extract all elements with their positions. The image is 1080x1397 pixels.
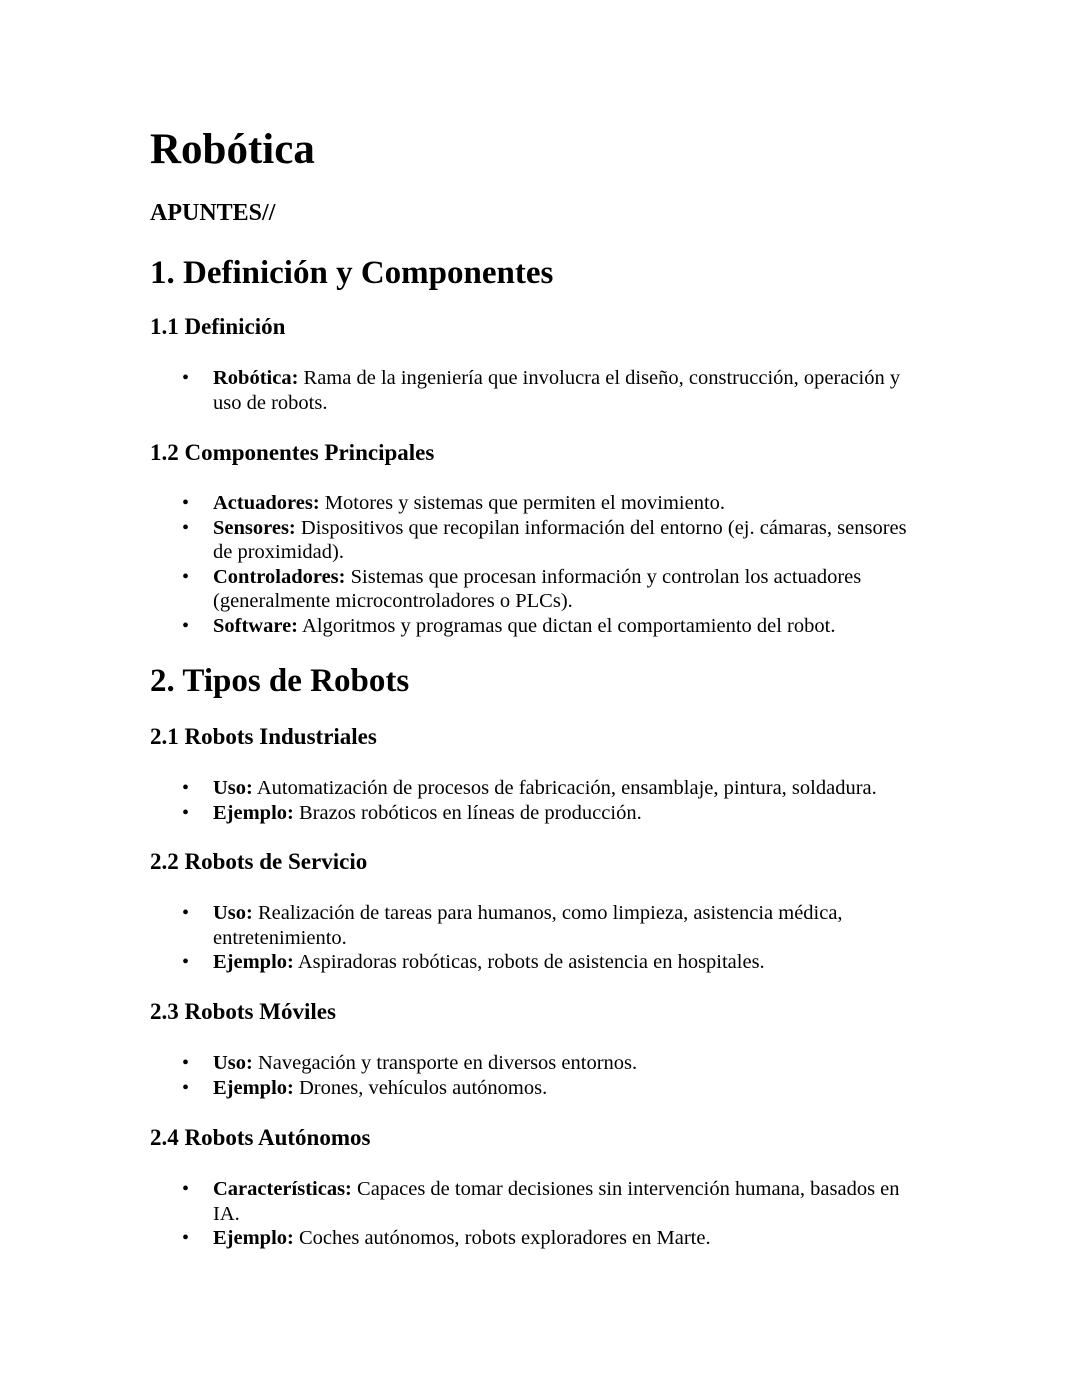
bullet-list bbox=[150, 491, 925, 638]
item-text: Motores y sistemas que permiten el movimiento. bbox=[319, 492, 726, 514]
subsection-heading: 2.3 Robots Móviles bbox=[150, 999, 336, 1024]
bullet-icon: • bbox=[182, 516, 190, 539]
item-text: Drones, vehículos autónomos. bbox=[293, 1076, 548, 1099]
bullet-icon: • bbox=[182, 902, 190, 924]
bullet-icon: • bbox=[182, 1227, 190, 1249]
item-term: Controladores: bbox=[213, 565, 346, 588]
document-title: Robótica bbox=[150, 126, 315, 173]
item-term: Ejemplo: bbox=[213, 1227, 294, 1249]
bullet-icon: • bbox=[182, 1076, 190, 1099]
section-heading: 1. Definición y Componentes bbox=[150, 255, 554, 291]
bullet-icon: • bbox=[182, 1178, 190, 1200]
bullet-icon: • bbox=[182, 565, 190, 588]
bullet-list bbox=[150, 366, 925, 415]
item-text: Capaces de tomar decisiones sin intervención humana, basados en IA. bbox=[213, 1178, 900, 1225]
item-text: Realización de tareas para humanos, como limpieza, asistencia médica, entretenimiento. bbox=[213, 902, 843, 949]
bullet-icon: • bbox=[182, 492, 190, 514]
bullet-list bbox=[150, 1051, 925, 1100]
bullet-icon: • bbox=[182, 1052, 190, 1074]
list-item bbox=[150, 1051, 925, 1076]
list-item bbox=[150, 801, 925, 826]
list-item bbox=[150, 366, 925, 415]
list-item bbox=[150, 950, 925, 975]
item-text: Coches autónomos, robots exploradores en Marte. bbox=[293, 1227, 711, 1249]
item-text: Sistemas que procesan información y controlan los actuadores (generalmente microcontroladores o PLCs). bbox=[213, 565, 862, 612]
list-item bbox=[150, 565, 925, 614]
item-text: Algoritmos y programas que dictan el comportamiento del robot. bbox=[298, 614, 836, 637]
list-item bbox=[150, 776, 925, 801]
bullet-list bbox=[150, 776, 925, 825]
item-text: Rama de la ingeniería que involucra el diseño, construcción, operación y uso de robots. bbox=[213, 367, 901, 414]
item-term: Ejemplo: bbox=[213, 1076, 294, 1099]
subsection-heading: 1.1 Definición bbox=[150, 314, 286, 339]
section-heading: 2. Tipos de Robots bbox=[150, 663, 410, 699]
item-term: Software: bbox=[213, 614, 299, 637]
item-text: Automatización de procesos de fabricación, ensamblaje, pintura, soldadura. bbox=[252, 777, 877, 799]
item-term: Sensores: bbox=[213, 516, 296, 539]
bullet-icon: • bbox=[182, 614, 190, 637]
subsection-heading: 2.4 Robots Autónomos bbox=[150, 1125, 371, 1150]
subsection-heading: 1.2 Componentes Principales bbox=[150, 440, 435, 465]
item-text: Navegación y transporte en diversos entornos. bbox=[252, 1052, 638, 1074]
list-item bbox=[150, 1226, 925, 1251]
item-term: Uso: bbox=[213, 902, 253, 924]
subsection-heading: 2.2 Robots de Servicio bbox=[150, 849, 368, 874]
item-text: Dispositivos que recopilan información del entorno (ej. cámaras, sensores de proximidad). bbox=[213, 516, 907, 563]
list-item bbox=[150, 491, 925, 516]
list-item bbox=[150, 614, 925, 639]
bullet-icon: • bbox=[182, 801, 190, 824]
list-item bbox=[150, 1177, 925, 1226]
item-term: Robótica: bbox=[213, 367, 299, 389]
item-term: Características: bbox=[213, 1178, 352, 1200]
bullet-icon: • bbox=[182, 777, 190, 799]
list-item bbox=[150, 516, 925, 565]
item-term: Uso: bbox=[213, 777, 253, 799]
bullet-icon: • bbox=[182, 367, 190, 389]
item-text: Brazos robóticos en líneas de producción. bbox=[293, 801, 642, 824]
item-term: Uso: bbox=[213, 1052, 253, 1074]
bullet-icon: • bbox=[182, 951, 190, 973]
item-term: Actuadores: bbox=[213, 492, 320, 514]
document-subtitle: APUNTES// bbox=[150, 200, 276, 226]
item-text: Aspiradoras robóticas, robots de asistencia en hospitales. bbox=[293, 951, 765, 973]
list-item bbox=[150, 901, 925, 950]
subsection-heading: 2.1 Robots Industriales bbox=[150, 724, 377, 749]
item-term: Ejemplo: bbox=[213, 801, 294, 824]
bullet-list bbox=[150, 1177, 925, 1251]
bullet-list bbox=[150, 901, 925, 975]
item-term: Ejemplo: bbox=[213, 951, 294, 973]
list-item bbox=[150, 1076, 925, 1101]
